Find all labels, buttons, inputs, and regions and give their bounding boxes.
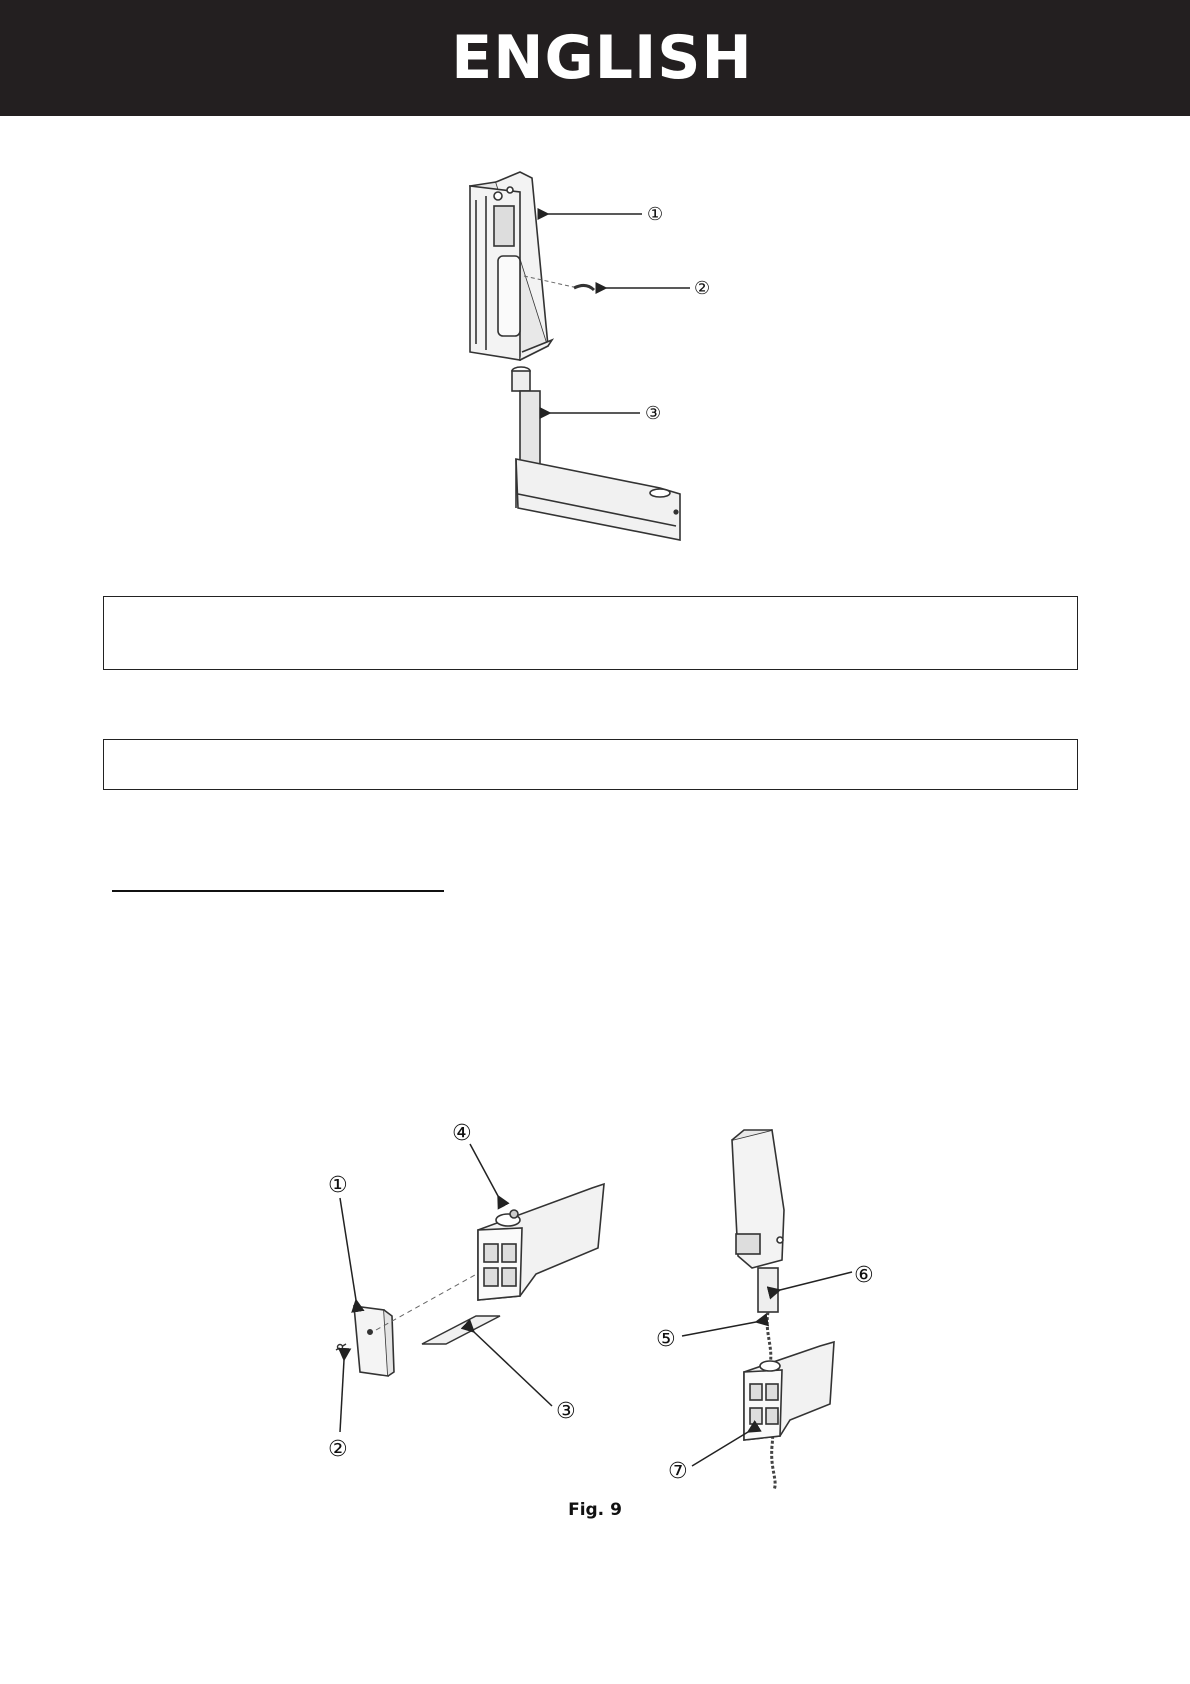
fig9-callout-6: ⑥: [854, 1263, 874, 1288]
end-cap-part: [354, 1306, 394, 1376]
top-callout-1: ①: [647, 204, 664, 225]
fig9-callout-5: ⑤: [656, 1327, 676, 1352]
bracket-strip-part: [422, 1316, 500, 1344]
fig9-callout-1: ①: [328, 1173, 348, 1198]
top-callout-3: ③: [645, 403, 662, 424]
fig9-callout-4: ④: [452, 1121, 472, 1146]
rail-profile-part: [478, 1184, 604, 1300]
top-callout-2: ②: [694, 278, 711, 299]
rail-profile-right-part: [744, 1342, 834, 1440]
screw-part: [336, 1344, 346, 1350]
column-bottom-part: [732, 1130, 784, 1312]
fig9-callout-3: ③: [556, 1399, 576, 1424]
fig9-callout-2: ②: [328, 1437, 348, 1462]
fig9-callout-7: ⑦: [668, 1459, 688, 1484]
page-title: ENGLISH: [451, 23, 753, 93]
figure-caption: Fig. 9: [568, 1500, 622, 1520]
